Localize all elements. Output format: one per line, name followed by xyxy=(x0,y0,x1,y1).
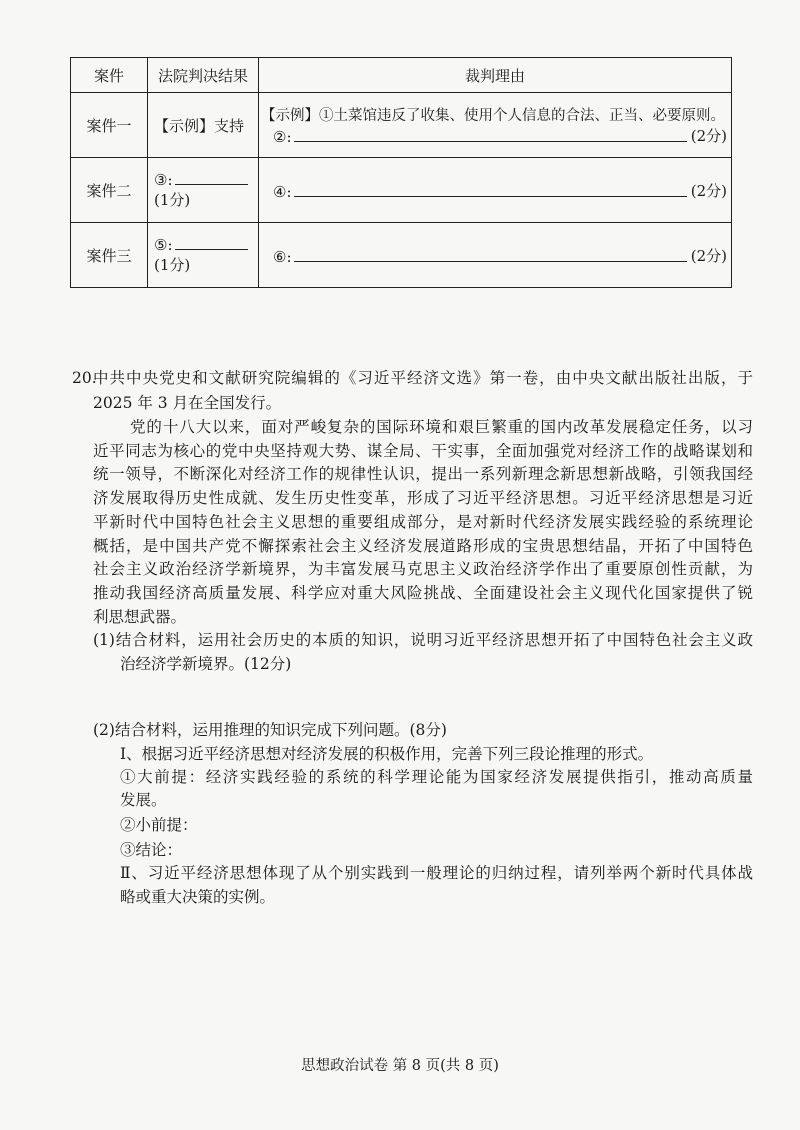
major-premise-cont: 发展。 xyxy=(120,791,167,809)
material-line: 推动我国经济高质量发展、科学应对重大风险挑战、全面建设社会主义现代化国家提供了锐 xyxy=(93,583,753,602)
major-premise: ①大前提：经济实践经验的系统的科学理论能为国家经济发展提供指引，推动高质量 xyxy=(120,768,753,786)
part2-ii-cont: 略或重大决策的实例。 xyxy=(120,888,276,906)
minor-premise: ②小前提： xyxy=(120,816,198,834)
case-name: 案件一 xyxy=(71,93,148,158)
answer-blank[interactable] xyxy=(294,141,687,142)
answer-blank[interactable] xyxy=(175,249,248,250)
table-row xyxy=(71,158,732,223)
table-row xyxy=(71,93,732,158)
reason-marker: ②: xyxy=(273,128,292,146)
reason-marker: ④: xyxy=(273,182,292,201)
intro-line: 中共中央党史和文献研究院编辑的《习近平经济文选》第一卷，由中央文献出版社出版，于 xyxy=(93,369,753,387)
part2-ii: Ⅱ、习近平经济思想体现了从个别实践到一般理论的归纳过程，请列举两个新时代具体战 xyxy=(120,864,753,882)
case-name: 案件三 xyxy=(71,223,148,288)
header-result: 法院判决结果 xyxy=(148,58,259,93)
header-reason: 裁判理由 xyxy=(259,58,732,93)
page-footer: 思想政治试卷 第 8 页(共 8 页) xyxy=(301,1058,499,1074)
case-name: 案件二 xyxy=(71,158,148,223)
result-score: (1分) xyxy=(154,255,191,274)
part2-title: (2)结合材料，运用推理的知识完成下列问题。(8分) xyxy=(93,721,447,739)
material-line: 统一领导，不断深化对经济工作的规律性认识，提出一系列新理念新思想新战略，引领我国经 xyxy=(93,465,753,484)
conclusion: ③结论： xyxy=(120,841,183,859)
reason-score: (2分) xyxy=(690,181,727,200)
case-result: 【示例】支持 xyxy=(148,93,259,158)
material-line: 党的十八大以来，面对严峻复杂的国际环境和艰巨繁重的国内改革发展稳定任务，以习 xyxy=(130,418,753,436)
intro-line: 2025 年 3 月在全国发行。 xyxy=(93,394,282,412)
material-line: 近平同志为核心的党中央坚持观大势、谋全局、干实事，全面加强党对经济工作的战略谋划和 xyxy=(93,441,753,460)
material-line: 概括，是中国共产党不懈探索社会主义经济发展道路形成的宝贵思想结晶，开拓了中国特色 xyxy=(93,536,753,555)
part2-i: Ⅰ、根据习近平经济思想对经济发展的积极作用，完善下列三段论推理的形式。 xyxy=(120,745,654,763)
reason-score: (2分) xyxy=(690,246,727,265)
header-case: 案件 xyxy=(71,58,148,93)
question-number: 20. xyxy=(72,369,97,387)
material-line: 平新时代中国特色社会主义思想的重要组成部分，是对新时代经济发展实践经验的系统理论 xyxy=(93,512,753,531)
result-marker: ③: xyxy=(154,170,173,189)
table-row xyxy=(71,223,732,288)
material-line: 社会主义政治经济学新境界，为丰富发展马克思主义政治经济学作出了重要原创性贡献，为 xyxy=(93,560,753,579)
part1-line: (1)结合材料，运用社会历史的本质的知识，说明习近平经济思想开拓了中国特色社会主义政 xyxy=(93,631,753,649)
case-table xyxy=(70,57,732,288)
material-line: 济发展取得历史性成就、发生历史性变革，形成了习近平经济思想。习近平经济思想是习近 xyxy=(93,489,753,508)
part1-line: 治经济学新境界。(12分) xyxy=(120,655,292,673)
answer-blank[interactable] xyxy=(294,196,687,197)
reason-score: (2分) xyxy=(690,127,727,145)
reason-example: 【示例】①土菜馆违反了收集、使用个人信息的合法、正当、必要原则。 xyxy=(261,108,725,124)
reason-marker: ⑥: xyxy=(273,247,292,266)
answer-blank[interactable] xyxy=(294,261,687,262)
material-line: 利思想武器。 xyxy=(93,607,187,626)
result-marker: ⑤: xyxy=(154,235,173,254)
result-score: (1分) xyxy=(154,190,191,209)
answer-blank[interactable] xyxy=(175,184,248,185)
